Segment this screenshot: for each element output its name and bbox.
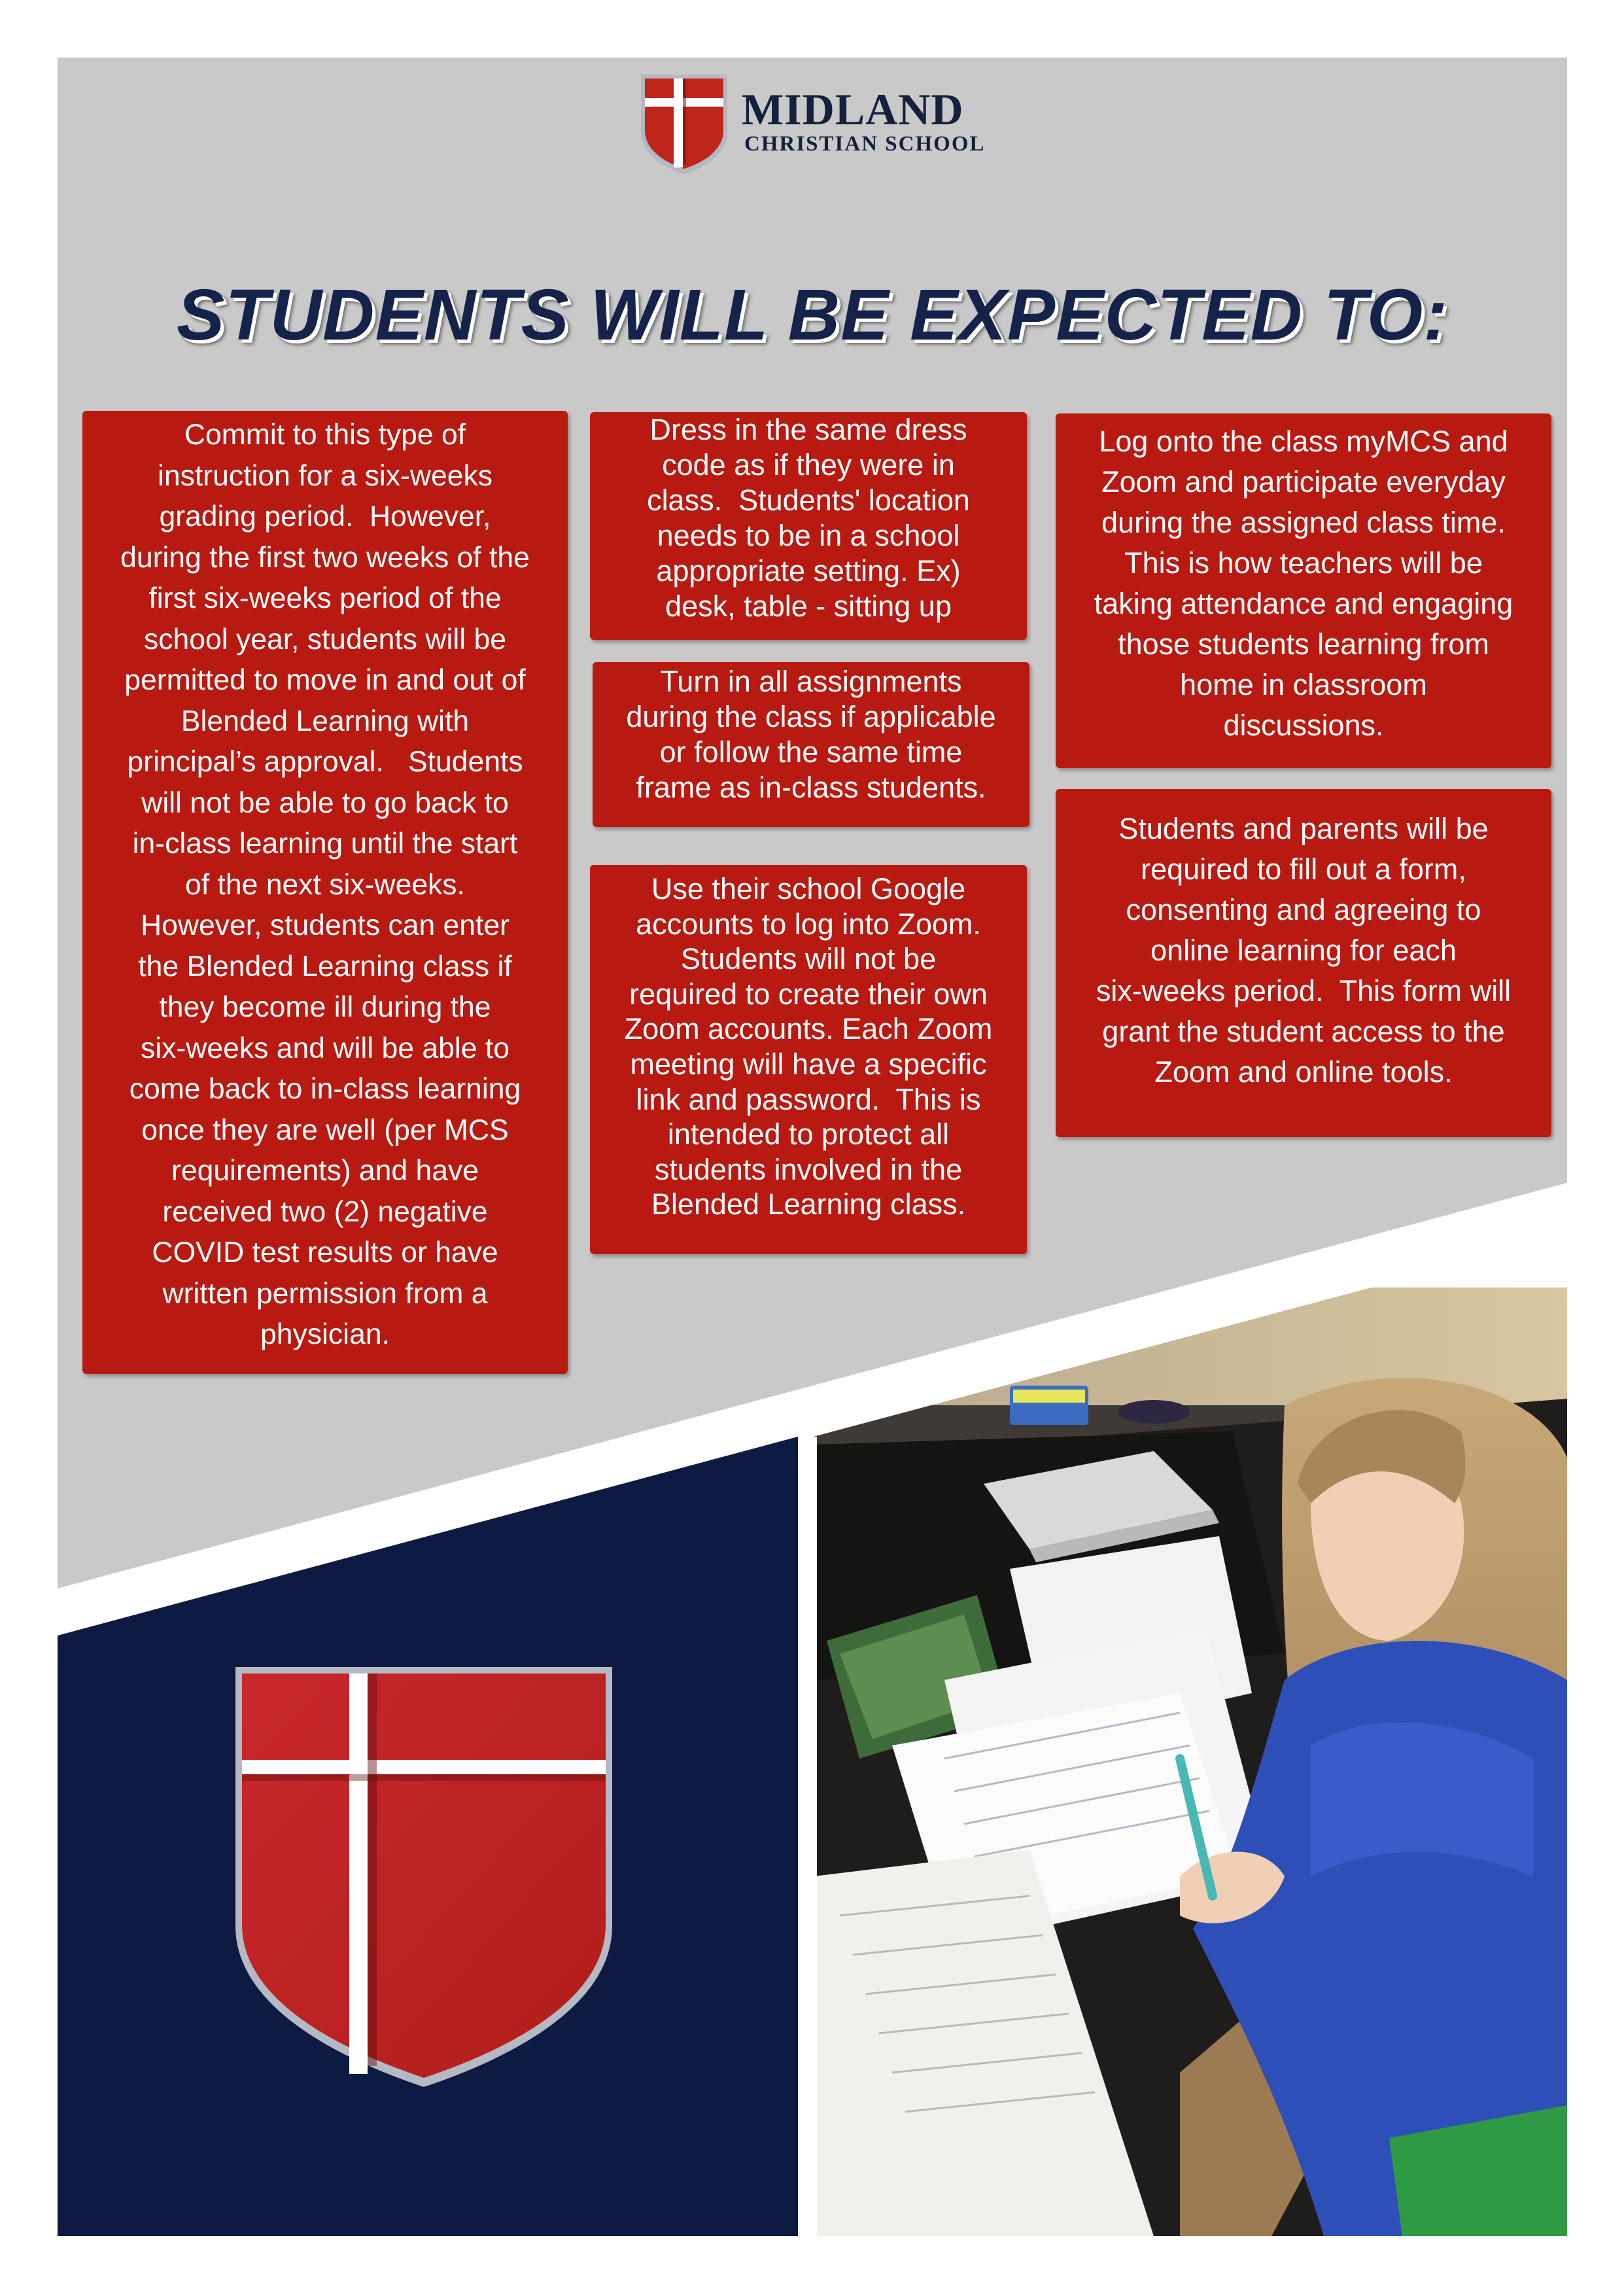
- card-text-line: link and password. This is: [636, 1082, 981, 1116]
- card-text-line: first six-weeks period of the: [148, 582, 502, 614]
- card-text-line: they become ill during the: [159, 991, 491, 1023]
- card-text-line: accounts to log into Zoom.: [636, 907, 981, 941]
- card-text-line: permitted to move in and out of: [124, 664, 526, 696]
- card-text-line: will not be able to go back to: [141, 786, 509, 819]
- card-text-line: or follow the same time: [659, 735, 963, 769]
- card-text-line: appropriate setting. Ex): [656, 554, 961, 587]
- poster: [58, 58, 1567, 2236]
- card-text-line: However, students can enter: [141, 909, 510, 941]
- card-text-line: Students will not be: [680, 942, 937, 976]
- card-text-line: Zoom and online tools.: [1154, 1055, 1453, 1089]
- card-text-line: students involved in the: [654, 1152, 963, 1186]
- card-text-line: principal’s approval. Students: [127, 746, 523, 778]
- card-text-line: taking attendance and engaging: [1094, 587, 1513, 620]
- student-photo: [814, 1288, 1567, 2236]
- card-text-line: grant the student access to the: [1102, 1015, 1505, 1048]
- card-text-line: requirements) and have: [171, 1155, 479, 1187]
- card-text-line: during the class if applicable: [626, 700, 996, 733]
- card-text-line: Blended Learning with: [181, 705, 470, 737]
- card-text-line: required to create their own: [629, 977, 988, 1011]
- card-text-line: COVID test results or have: [152, 1236, 498, 1269]
- card-text-line: in-class learning until the start: [132, 828, 518, 860]
- card-text-line: received two (2) negative: [162, 1195, 488, 1228]
- card-text-line: come back to in-class learning: [129, 1073, 521, 1105]
- card-text-line: desk, table - sitting up: [665, 589, 952, 623]
- card-text-line: Use their school Google: [651, 872, 966, 905]
- card-text-line: Zoom and participate everyday: [1101, 465, 1506, 499]
- card-text-line: the Blended Learning class if: [138, 950, 512, 983]
- school-name: MIDLAND: [742, 84, 964, 134]
- card-text-line: This is how teachers will be: [1124, 546, 1483, 580]
- card-text-line: Zoom accounts. Each Zoom: [624, 1012, 993, 1046]
- card-text-line: Blended Learning class.: [651, 1187, 966, 1221]
- card-text-line: grading period. However,: [159, 500, 491, 533]
- card-text-line: needs to be in a school: [657, 519, 960, 552]
- card-text-line: six-weeks and will be able to: [141, 1032, 510, 1064]
- card-text-line: consenting and agreeing to: [1126, 893, 1481, 926]
- card-text-line: once they are well (per MCS: [141, 1113, 509, 1146]
- card-text-line: home in classroom: [1180, 668, 1427, 701]
- card-text-line: written permission from a: [162, 1277, 488, 1310]
- card-text-line: class. Students' location: [647, 483, 970, 517]
- card-text-line: during the assigned class time.: [1101, 506, 1506, 539]
- card-text-line: school year, students will be: [143, 623, 507, 656]
- card-text-line: Students and parents will be: [1118, 812, 1489, 845]
- card-text-line: code as if they were in: [662, 448, 955, 482]
- card-text-line: Turn in all assignments: [660, 665, 962, 698]
- card-text-line: intended to protect all: [667, 1117, 950, 1151]
- card-text-line: during the first two weeks of the: [120, 541, 530, 574]
- card-text-line: Dress in the same dress: [649, 413, 967, 446]
- card-text-line: required to fill out a form,: [1141, 852, 1466, 886]
- shield-cross-icon: [233, 1664, 615, 2090]
- card-text-line: six-weeks period. This form will: [1096, 974, 1512, 1007]
- card-text-line: discussions.: [1223, 709, 1384, 742]
- card-text-line: physician.: [260, 1318, 390, 1350]
- card-text-line: Commit to this type of: [184, 419, 466, 451]
- card-text-line: frame as in-class students.: [636, 771, 986, 804]
- card-text-line: Log onto the class myMCS and: [1099, 425, 1508, 458]
- card-text-line: online learning for each: [1150, 934, 1457, 967]
- school-subtitle: CHRISTIAN SCHOOL: [744, 132, 986, 156]
- card-text-line: meeting will have a specific: [630, 1047, 987, 1081]
- card-text-line: those students learning from: [1118, 627, 1489, 661]
- page-headline: STUDENTS WILL BE EXPECTED TO:: [177, 275, 1448, 355]
- card-text-line: of the next six-weeks.: [185, 868, 465, 901]
- card-text-line: instruction for a six-weeks: [158, 459, 492, 492]
